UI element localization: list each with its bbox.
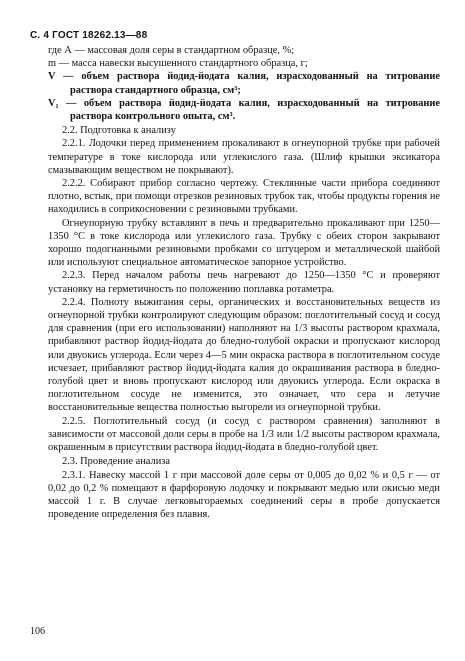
body-text [48,44,440,521]
definition-m: m — масса навески высушенного стандартного образца, г; [48,58,308,70]
paragraph-2-2-1: 2.2.1. Лодочки перед применением прокаливают в огнеупорной трубке при рабочей температуре в токе кислорода или углекислого газа. (Шлиф крышки эксикатора смазывающим веществом не покрывают). [48,138,440,176]
page-number: 106 [30,626,45,637]
section-heading-2-3: 2.3. Проведение анализа [62,456,170,468]
definition-v: V — объем раствора йодид-йодата калия, израсходованный на титрование раствора стандартного образца, см³; [48,71,440,96]
paragraph-2-2-5: 2.2.5. Поглотительный сосуд (и сосуд с раствором сравнения) заполняют в зависимости от массовой доли серы в пробе на 1/3 или 1/2 высоты раствором крахмала, окрашенным в присутствии раствора йодид-йодата в бледно-голубой цвет. [48,415,440,454]
section-heading-2-2: 2.2. Подготовка к анализу [62,125,176,137]
paragraph-2-2-2-continued: Огнеупорную трубку вставляют в печь и предварительно прокаливают при 1250—1350 °С в токе кислорода или углекислого газа. Трубку с обеих сторон закрывают хорошо подогнанными резиновыми пробками со штуцером и металлической шайбой или используют специальное автоматическое запорное устройство. [48,217,440,269]
paragraph-2-2-2: 2.2.2. Собирают прибор согласно чертежу. Стеклянные части прибора соединяют плотно, встык, при помощи отрезков резиновых трубок так, чтобы продукты горения не находились в соприкосновении с резиновыми трубками. [48,178,440,216]
definition-a: где А — массовая доля серы в стандартном образце, %; [48,45,295,56]
paragraph-2-2-4: 2.2.4. Полноту выжигания серы, органических и восстановительных веществ из огнеупорной трубки контролируют следующим образом: поглотительный сосуд и сосуд для сравнения (при его использовании) наполняют на 1/3 высоты раствором крахмала, прибавляют раствор йодид-йодата до бледно-голубой окраски и пропускают кислород или двуокись углерода. Если через 4—5 мин окраска раствора в поглотительном сосуде исчезает, прибавляют раствор йодид-йодата калия до окрашивания раствора в бледно-голубой цвет и вновь пропускают кислород или двуокись углерода. Если окраска в поглотительном сосуде не изменится, это означает, что сера и летучие восстановительные вещества полностью выгорели из огнеупорной трубки. [48,296,440,414]
page-header: С. 4 ГОСТ 18262.13—88 [30,30,148,41]
paragraph-2-3-1: 2.3.1. Навеску массой 1 г при массовой доле серы от 0,005 до 0,02 % и 0,5 г — от 0,02 до 0,2 % помещают в фарфоровую лодочку и покрывают медью или окисью меди массой 1 г. В случае легковыгораемых соединений серы в пробе допускается проведение определения без плавня. [48,469,440,521]
definition-v1: V₁ — объем раствора йодид-йодата калия, израсходованный на титрование раствора контрольного опыта, см³. [48,97,440,123]
paragraph-2-2-3: 2.2.3. Перед началом работы печь нагревают до 1250—1350 °С и проверяют установку на герметичность по положению поплавка ротаметра. [48,270,440,295]
